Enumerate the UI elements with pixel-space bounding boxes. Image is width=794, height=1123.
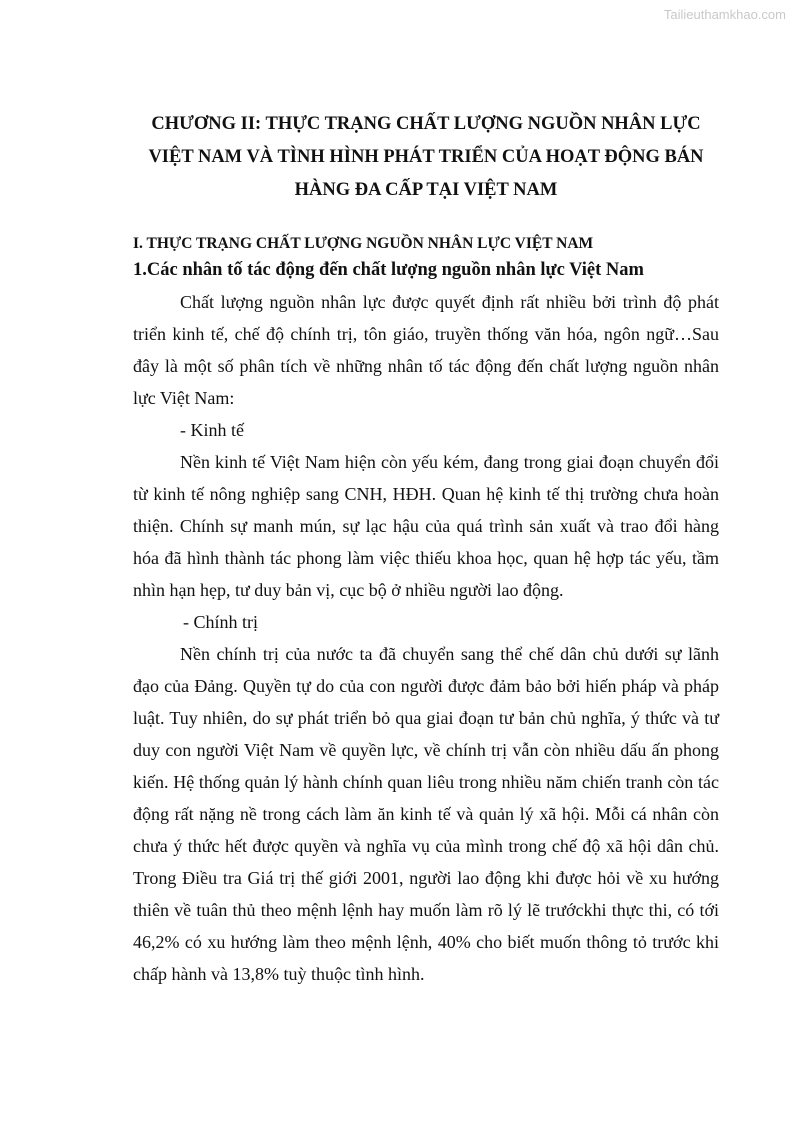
document-page [133, 108, 719, 990]
economy-paragraph: Nền kinh tế Việt Nam hiện còn yếu kém, đang trong giai đoạn chuyển đổi từ kinh tế nông nghiệp sang CNH, HĐH. Quan hệ kinh tế thị trường chưa hoàn thiện. Chính sự manh mún, sự lạc hậu của quá trình sản xuất và trao đổi hàng hóa đã hình thành tác phong làm việc thiếu khoa học, quan hệ hợp tác yếu, tầm nhìn hạn hẹp, tư duy bản vị, cục bộ ở nhiều người lao động. [133, 452, 719, 600]
chapter-title-line-1: CHƯƠNG II: THỰC TRẠNG CHẤT LƯỢNG NGUỒN NHÂN LỰC [151, 114, 701, 134]
section-heading: I. THỰC TRẠNG CHẤT LƯỢNG NGUỒN NHÂN LỰC VIỆT NAM [133, 235, 594, 252]
chapter-title-line-3: HÀNG ĐA CẤP TẠI VIỆT NAM [294, 180, 558, 200]
politics-paragraph: Nền chính trị của nước ta đã chuyển sang thể chế dân chủ dưới sự lãnh đạo của Đảng. Quyền tự do của con người được đảm bảo bởi hiến pháp và pháp luật. Tuy nhiên, do sự phát triển bỏ qua giai đoạn tư bản chủ nghĩa, ý thức và tư duy con người Việt Nam về quyền lực, về chính trị vẫn còn nhiều dấu ấn phong kiến. Hệ thống quản lý hành chính quan liêu trong nhiều năm chiến tranh còn tác động rất nặng nề trong cách làm ăn kinh tế và quản lý xã hội. Mỗi cá nhân còn chưa ý thức hết được quyền và nghĩa vụ của mình trong chế độ xã hội dân chủ. Trong Điều tra Giá trị thế giới 2001, người lao động khi được hỏi về xu hướng thiên về tuân thủ theo mệnh lệnh hay muốn làm rõ lý lẽ trướckhi thực thi, có tới 46,2% có xu hướng làm theo mệnh lệnh, 40% cho biết muốn thông tỏ trước khi chấp hành và 13,8% tuỳ thuộc tình hình. [133, 644, 719, 984]
item-label-politics: - Chính trị [183, 612, 258, 632]
subsection-heading: 1.Các nhân tố tác động đến chất lượng nguồn nhân lực Việt Nam [133, 260, 644, 280]
chapter-title-line-2: VIỆT NAM VÀ TÌNH HÌNH PHÁT TRIỂN CỦA HOẠT ĐỘNG BÁN [148, 147, 704, 167]
watermark: Tailieuthamkhao.com [663, 7, 786, 22]
intro-paragraph: Chất lượng nguồn nhân lực được quyết định rất nhiều bởi trình độ phát triển kinh tế, chế độ chính trị, tôn giáo, truyền thống văn hóa, ngôn ngữ…Sau đây là một số phân tích về những nhân tố tác động đến chất lượng nguồn nhân lực Việt Nam: [133, 292, 719, 408]
item-label-economy: - Kinh tế [180, 420, 244, 440]
chapter-title [133, 108, 719, 207]
